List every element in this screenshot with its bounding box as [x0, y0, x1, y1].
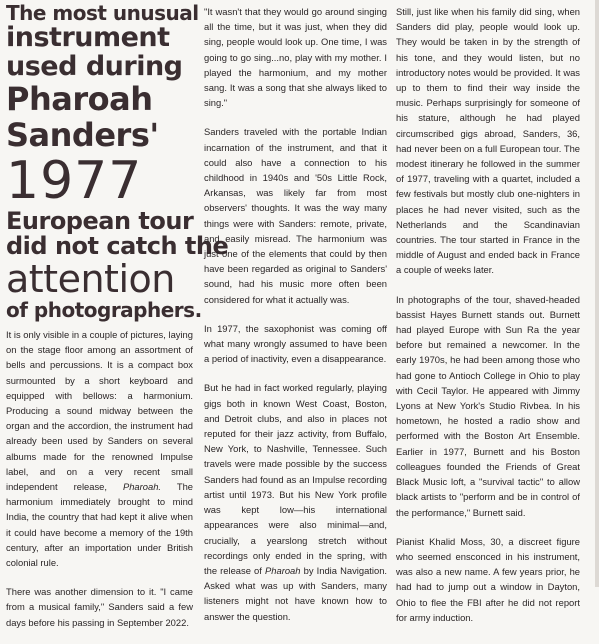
paragraph-text: It is only visible in a couple of pictures, laying on the stage floor among an assortment of bells and percussions. It is a compact box surmounted by a short keyboard and equipped with bellows: a harmonium. Producing a sound midway between the organ and the accordion, the instrument had already been used by Sanders on several albums made for the renowned Impulse label, and on a very recent small independent release,	[6, 329, 193, 493]
headline-line-10: of photographers.	[6, 298, 202, 322]
paragraph-text: by India Navigation. Asked what was up with Sanders, many listeners might not have known how to answer the question.	[204, 564, 388, 622]
paragraph: Still, just like when his family did sing, when Sanders did play, people would look up. They would be taken in by the strength of his tone, and they would listen, but no introductory notes would be provided. It was up to them to find their way inside the music. Perhaps surprisingly for someone of his stature, although he had played circumscribed gigs abroad, Sanders, 36, had never been on a full European tour. The modest itinerary he followed in the summer of 1977, traveling with a quartet, included a few festivals but mostly club one-nighters in places he had never visited, such as the Netherlands and the Scandinavian countries. The tour started in France in the middle of August and ended back in France a couple of weeks later.	[396, 6, 580, 276]
paragraph: Sanders traveled with the portable Indian incarnation of the instrument, and that it could also have a connection to his childhood in 1940s and '50s Little Rock, Arkansas, was likely far from most observers' thoughts. It was the way many things were with Sanders: remote, private, and easily misread. The harmonium was just one of the elements that could by then have been regarded as original to Sanders' sound, had his music more often been considered for what it actually was.	[204, 126, 387, 305]
album-title: Pharoah.	[122, 481, 162, 493]
headline-line-2: instrument	[6, 22, 170, 53]
paragraph: In photographs of the tour, shaved-headed bassist Hayes Burnett stands out. Burnett had played Europe with Sun Ra the year before but remained a newcomer. In the early 1970s, he had been among those who had gone to Antioch College in Ohio to play with Cecil Taylor. He appeared with Jimmy Lyons at New York's Studio Rivbea. In his hometown, he hosted a radio show and performed with the Boston Art Ensemble. Earlier in 1977, Burnett and his Boston colleagues founded the Friends of Great Black Music loft, a "survival tactic" to allow black artists to "perform and be in control of the performance," Burnett said.	[396, 293, 580, 518]
headline-line-9: attention	[6, 257, 175, 301]
column-left	[6, 0, 229, 644]
paragraph	[204, 380, 387, 623]
paragraph: Pianist Khalid Moss, 30, a discreet figure who seemed ensconced in his instrument, was also a new name. A few years prior, he had had to jump out a window in Dayton, Ohio to flee the FBI after he did not report for army induction.	[396, 535, 580, 623]
paragraph	[6, 327, 193, 570]
headline-line-4: Pharoah	[6, 80, 153, 118]
album-title: Pharoah	[265, 564, 301, 576]
paragraph: In 1977, the saxophonist was coming off what many wrongly assumed to have been a period of inactivity, even a disappearance.	[204, 322, 387, 365]
headline-line-8: did not catch the	[6, 232, 229, 260]
paragraph: "It wasn't that they would go around singing all the time, but it was just, when they did sing, people would look up. One time, I was going to go sing...no, play with my mother. I played the harmonium, and my mother sang. It was a song that she always liked to sing."	[204, 6, 387, 109]
paragraph-text: The harmonium immediately brought to mind India, the country that had kept it alive when it could have become a memory of the 19th century, after an importation under British colonial rule.	[6, 481, 194, 569]
headline-line-7: European tour	[6, 207, 194, 235]
headline-line-1: The most unusual	[6, 1, 199, 25]
column-right	[396, 4, 580, 639]
headline	[6, 1, 229, 322]
headline-line-3: used during	[6, 51, 183, 82]
paragraph-text: But he had in fact worked regularly, playing gigs both in known West Coast, Boston, and Detroit clubs, and also in places not reputed for their jazz activity, from Buffalo, New York, to Nashville, Tennessee. Such travels were made possible by the success Sanders had found as an Impulse recording artist until 1973. But his New York profile was kept low—his international appearances were also minimal—and, crucially, a yearslong stretch without recordings only ended in the spring, with the release of	[204, 382, 387, 576]
column-middle	[204, 4, 387, 638]
headline-line-6: 1977	[6, 151, 143, 211]
paragraph: There was another dimension to it. "I came from a musical family," Sanders said a few days before his passing in September 2022.	[6, 586, 193, 628]
page-edge	[595, 0, 599, 587]
headline-line-5: Sanders'	[6, 116, 159, 154]
